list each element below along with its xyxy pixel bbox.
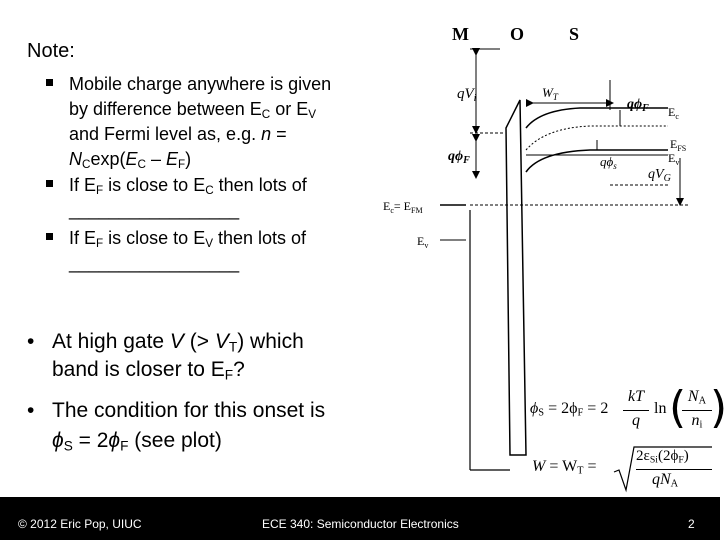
ev-left-label: $E_v$ [417,234,429,250]
ec-right-label: $E_c$ [668,105,679,121]
valence-band-edge [526,150,668,172]
qphif-left-label: $q\phi_F$ [448,149,470,166]
ec-efm-label: $E_c= E_{FM}$ [383,199,423,215]
fill-in-blank: _________________ [69,200,240,220]
round-bullet-icon: • [27,399,35,422]
ev-right-label: $E_v$ [668,151,680,167]
page-number: 2 [688,517,695,531]
fill-in-blank: _________________ [69,253,240,273]
efs-label: $E_{FS}$ [670,137,687,153]
qphif-right-label: $q\phi_F$ [627,97,649,114]
qvg-label: $qV_G$ [648,167,671,184]
qphis-label: $q\phi_s$ [600,154,617,171]
qvi-label: $qV_i$ [457,86,477,104]
depletion-width-equation: $W = W_T$ = $2\varepsilon_{Si}(2\phi_F)$ $qN_A$ [532,446,717,496]
oxide-band [506,100,526,455]
threshold-surface-potential-equation: $\phi_S = 2\phi_F = 2$ kT q ln ( $N_A$ $n_i$ ) [530,382,727,433]
round-bullet-icon: • [27,330,35,353]
semiconductor-label: S [569,24,580,44]
note-title: Note: [27,40,75,62]
oxide-label: O [510,24,525,44]
metal-label: M [452,24,469,44]
footer-copyright: © 2012 Eric Pop, UIUC [18,517,142,531]
footer-course: ECE 340: Semiconductor Electronics [262,517,459,531]
wt-label: $W_T$ [542,85,558,102]
